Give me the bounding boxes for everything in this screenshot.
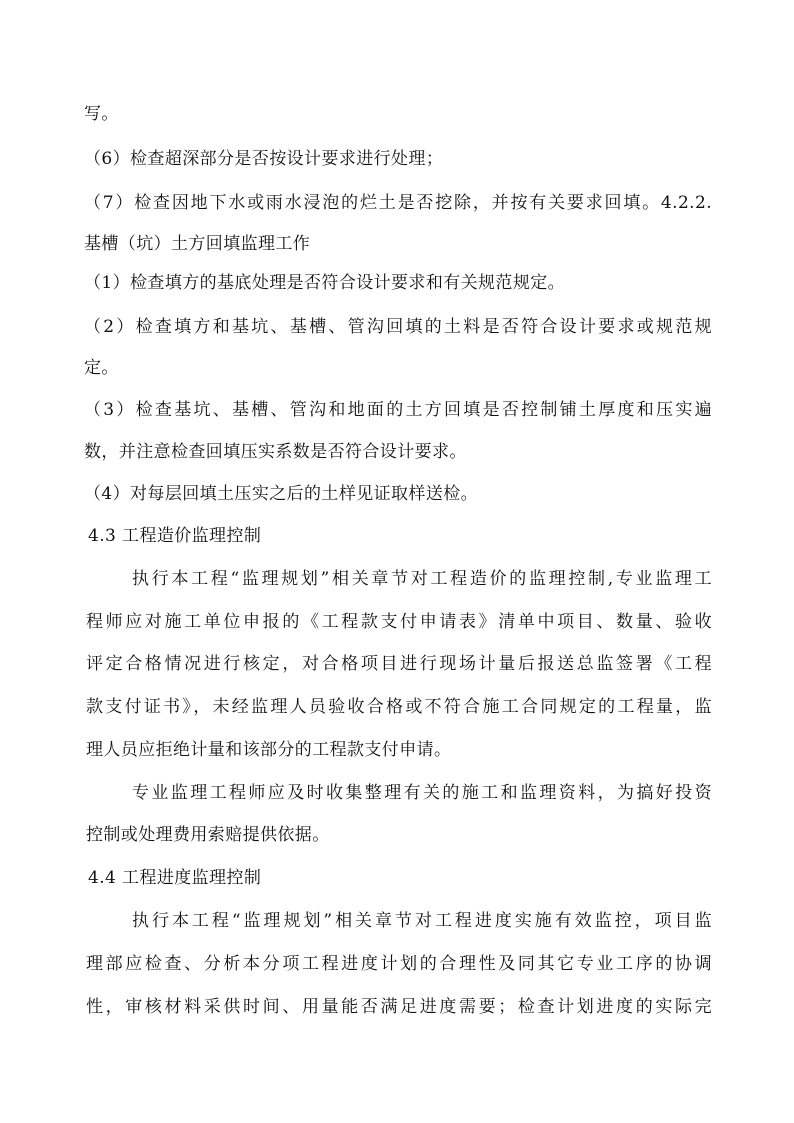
paragraph-line: （3）检查基坑、基槽、管沟和地面的土方回填是否控制铺土厚度和压实遍 [84, 400, 712, 420]
paragraph-line: 理部应检查、分析本分项工程进度计划的合理性及同其它专业工序的协调 [86, 954, 712, 974]
paragraph-line: （6）检查超深部分是否按设计要求进行处理； [84, 149, 444, 169]
paragraph-line: 程师应对施工单位申报的《工程款支付申请表》清单中项目、数量、验收 [86, 612, 712, 632]
section-heading: 4.3 工程造价监理控制 [88, 526, 262, 546]
paragraph-line: 定。 [84, 358, 119, 378]
paragraph-line: 执行本工程“监理规划”相关章节对工程造价的监理控制,专业监理工 [132, 569, 712, 589]
paragraph-line: 理人员应拒绝计量和该部分的工程款支付申请。 [86, 740, 452, 760]
paragraph-line: 专业监理工程师应及时收集整理有关的施工和监理资料，为搞好投资 [132, 783, 712, 803]
paragraph-line: 基槽（坑）土方回填监理工作 [84, 234, 311, 254]
paragraph-line: 控制或处理费用索赔提供依据。 [86, 825, 330, 845]
paragraph-line: 执行本工程“监理规划”相关章节对工程进度实施有效监控，项目监 [132, 911, 712, 931]
paragraph-line: 性，审核材料采供时间、用量能否满足进度需要；检查计划进度的实际完 [86, 997, 712, 1017]
paragraph-line: （1）检查填方的基底处理是否符合设计要求和有关规范规定。 [84, 273, 566, 293]
paragraph-line: 评定合格情况进行核定，对合格项目进行现场计量后报送总监签署《工程 [86, 654, 712, 674]
paragraph-line: 款支付证书》，未经监理人员验收合格或不符合施工合同规定的工程量，监 [86, 697, 712, 717]
paragraph-line: （2）检查填方和基坑、基槽、管沟回填的土料是否符合设计要求或规范规 [84, 317, 712, 337]
paragraph-line: 数，并注意检查回填压实系数是否符合设计要求。 [84, 442, 467, 462]
paragraph-line: 写。 [84, 104, 119, 124]
paragraph-line: （4）对每层回填土压实之后的土样见证取样送检。 [84, 484, 479, 504]
paragraph-line: （7）检查因地下水或雨水浸泡的烂土是否挖除，并按有关要求回填。4.2.2. [84, 193, 712, 213]
section-heading: 4.4 工程进度监理控制 [88, 868, 262, 888]
